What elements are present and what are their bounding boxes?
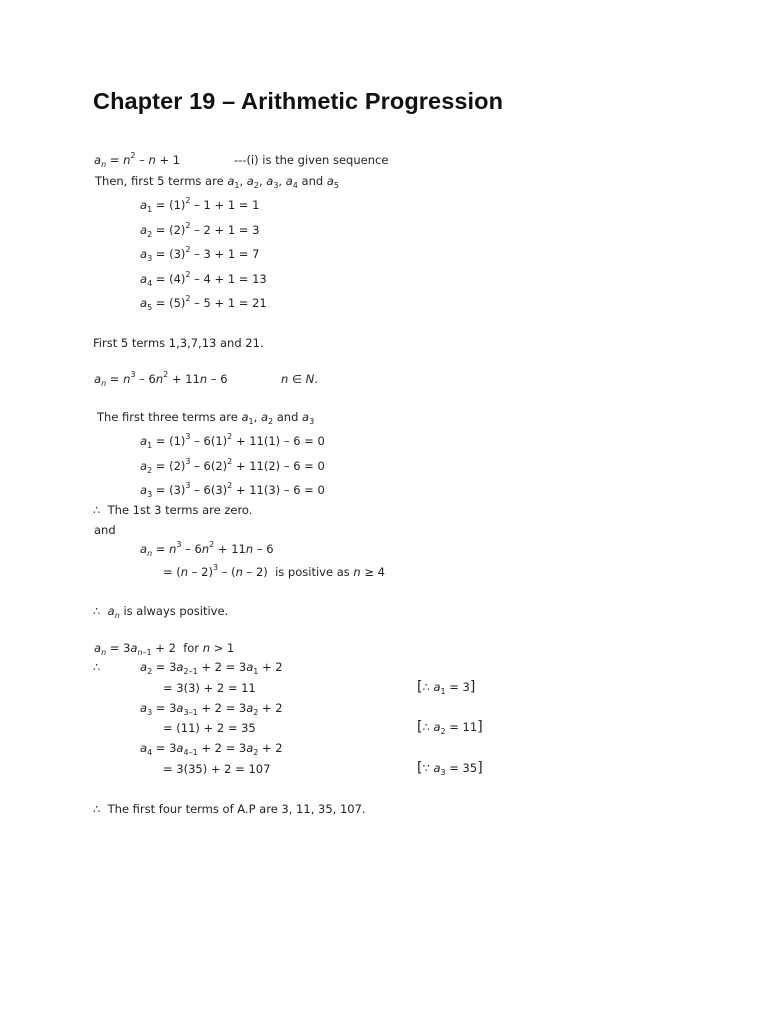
three-terms-text: The first three terms are xyxy=(97,410,238,424)
a2-step-2: = 3(3) + 2 = 11 xyxy=(163,681,256,695)
positive-conclusion-text: is always positive. xyxy=(123,604,229,618)
term-line-3: $a_3 = (3)^2 - 3 + 1 = 7$ xyxy=(140,245,260,263)
term-result-3: 7 xyxy=(252,247,260,261)
cubic-term-1: $a_1 = (1)^3 - 6(1)^2 + 11(1) - 6 = 0$ xyxy=(140,432,325,450)
domain-note: n ∈ N. xyxy=(281,372,318,386)
a3-step-2: = (11) + 2 = 35 xyxy=(163,721,256,735)
zero-conclusion-text: The 1st 3 terms are zero. xyxy=(107,503,253,517)
formula-tag xyxy=(234,153,388,167)
a2-step-1: $a_2 = 3a_{2-1} + 2 = 3a_1 + 2$ xyxy=(140,660,283,676)
term-line-5: $a_5 = (5)^2 - 5 + 1 = 21$ xyxy=(140,294,267,312)
a2-reason: [∴ $a_2 = 11$] xyxy=(417,719,483,736)
term-result-4: 13 xyxy=(252,272,267,286)
a3-reason: [∵ $a_3 = 35$] xyxy=(417,760,483,777)
and-word: and xyxy=(276,410,299,424)
term-line-4: $a_4 = (4)^2 - 4 + 1 = 13$ xyxy=(140,270,267,288)
terms-intro: Then, first 5 terms are $a_1$, $a_2$, $a_3$, $a_4$ and $a_5$ xyxy=(95,174,339,190)
recurrence: $a_n = 3a_{n-1} + 2$ for n > 1 xyxy=(94,641,235,657)
term-result-1: 1 xyxy=(252,198,260,212)
factored-form: = (n – 2)$^3$ – (n – 2) is positive as n ≥ 4 xyxy=(163,563,385,579)
and-line: and xyxy=(94,523,116,537)
positive-note: is positive as xyxy=(275,565,350,579)
formula-tag-text: ---(i) xyxy=(234,153,259,167)
three-terms-intro: The first three terms are $a_1$, $a_2$ and $a_3$ xyxy=(97,410,315,426)
term-result-5: 21 xyxy=(252,296,267,310)
a3-step-1: $a_3 = 3a_{3-1} + 2 = 3a_2 + 2$ xyxy=(140,701,283,717)
a4-step-1: $a_4 = 3a_{4-1} + 2 = 3a_2 + 2$ xyxy=(140,741,283,757)
page-title: Chapter 19 – Arithmetic Progression xyxy=(93,88,504,114)
zero-conclusion: ∴ The 1st 3 terms are zero. xyxy=(93,503,253,517)
for-word: for xyxy=(183,641,200,655)
q3-answer: ∴ The first four terms of A.P are 3, 11, 35, 107. xyxy=(93,802,366,816)
therefore-symbol: ∴ xyxy=(93,660,101,674)
formula-note: is the given sequence xyxy=(262,153,389,167)
terms-intro-text: Then, first 5 terms are xyxy=(95,174,224,188)
a2-result: 11 xyxy=(241,681,256,695)
cubic-formula: $a_n = n^3 - 6n^2 + 11n - 6$ xyxy=(94,370,228,388)
term-result-2: 3 xyxy=(252,223,260,237)
a4-step-2: = 3(35) + 2 = 107 xyxy=(163,762,271,776)
cubic-term-3: $a_3 = (3)^3 - 6(3)^2 + 11(3) - 6 = 0$ xyxy=(140,481,325,499)
cubic-term-2: $a_2 = (2)^3 - 6(2)^2 + 11(2) - 6 = 0$ xyxy=(140,457,325,475)
a3-result: 35 xyxy=(241,721,256,735)
q1-answer: First 5 terms 1,3,7,13 and 21. xyxy=(93,336,264,350)
q3-answer-text: The first four terms of A.P are 3, 11, 35, 107. xyxy=(107,802,366,816)
term-line-1: $a_1 = (1)^2 - 1 + 1 = 1$ xyxy=(140,196,260,214)
positive-conclusion: ∴ $a_n$ is always positive. xyxy=(93,604,229,620)
term-line-2: $a_2 = (2)^2 - 2 + 1 = 3$ xyxy=(140,221,260,239)
a4-result: 107 xyxy=(248,762,271,776)
an-restated: $a_n = n^3 - 6n^2 + 11n - 6$ xyxy=(140,540,274,558)
a1-reason: [∴ $a_1 = 3$] xyxy=(417,679,476,696)
formula-line: $a_n = n^2 - n + 1$ xyxy=(94,151,181,169)
